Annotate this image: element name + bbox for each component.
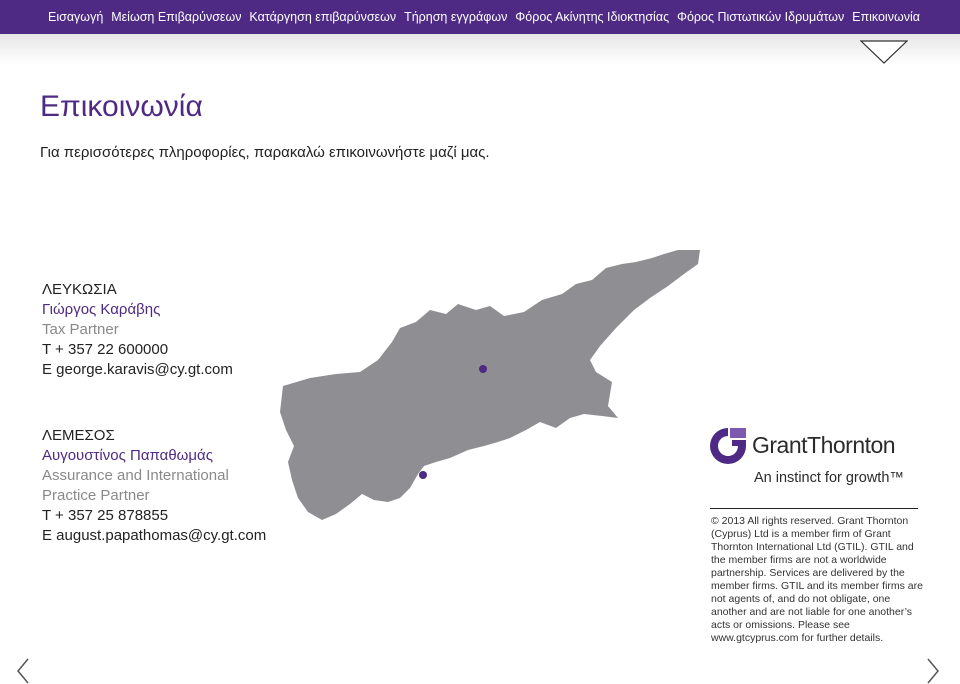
contact-limassol — [42, 426, 282, 546]
contact-name: Γιώργος Καράβης — [42, 301, 161, 318]
nav-shadow — [0, 34, 960, 64]
contact-city: ΛΕΥΚΩΣΙΑ — [42, 281, 117, 298]
contact-nicosia — [42, 280, 282, 380]
triangle-down-icon — [860, 40, 908, 64]
nav-item-reduction[interactable]: Μείωση Επιβαρύνσεων — [111, 10, 242, 24]
contact-phone: T + 357 22 600000 — [42, 341, 169, 358]
nav-item-contact[interactable]: Επικοινωνία — [852, 10, 920, 24]
contact-email[interactable]: E august.papathomas@cy.gt.com — [42, 527, 267, 544]
legal-notice: © 2013 All rights reserved. Grant Thornton (Cyprus) Ltd is a member firm of Grant Thornton International Ltd (GTIL). GTIL and the member firms are not a worldwide partnership. Services are delivered by the member firms. GTIL and its member firms are not agents of, and do not obligate, one another and are not liable for one another’s acts or omissions. Please see www.gtcyprus.com for further details. — [711, 515, 923, 644]
contact-city: ΛΕΜΕΣΟΣ — [42, 427, 115, 444]
nicosia-location-marker — [479, 365, 487, 373]
cyprus-island-shape — [280, 250, 700, 520]
contact-phone: T + 357 25 878855 — [42, 507, 169, 524]
contact-email[interactable]: E george.karavis@cy.gt.com — [42, 361, 233, 378]
top-navigation — [0, 0, 960, 34]
nav-item-property-tax[interactable]: Φόρος Ακίνητης Ιδιοκτησίας — [515, 10, 670, 24]
nav-item-bank-tax[interactable]: Φόρος Πιστωτικών Ιδρυμάτων — [677, 10, 845, 24]
nav-item-intro[interactable]: Εισαγωγή — [48, 10, 104, 24]
grant-thornton-logo-icon — [708, 426, 748, 466]
grant-thornton-logo — [708, 424, 928, 494]
page-title: Επικοινωνία — [40, 90, 203, 123]
nav-item-records[interactable]: Τήρηση εγγράφων — [404, 10, 508, 24]
limassol-location-marker — [419, 471, 427, 479]
chevron-left-icon[interactable] — [16, 658, 30, 684]
nav-item-abolition[interactable]: Κατάργηση επιβαρύνσεων — [249, 10, 397, 24]
contact-role: Assurance and International Practice Partner — [42, 467, 229, 504]
chevron-right-icon[interactable] — [926, 658, 940, 684]
divider — [710, 508, 918, 509]
brand-tagline: An instinct for growth™ — [754, 470, 904, 486]
cyprus-map — [280, 250, 710, 520]
brand-name: GrantThornton — [752, 432, 896, 458]
contact-role: Tax Partner — [42, 321, 119, 338]
intro-text: Για περισσότερες πληροφορίες, παρακαλώ επικοινωνήστε μαζί μας. — [40, 144, 490, 161]
contact-name: Αυγουστίνος Παπαθωμάς — [42, 447, 213, 464]
